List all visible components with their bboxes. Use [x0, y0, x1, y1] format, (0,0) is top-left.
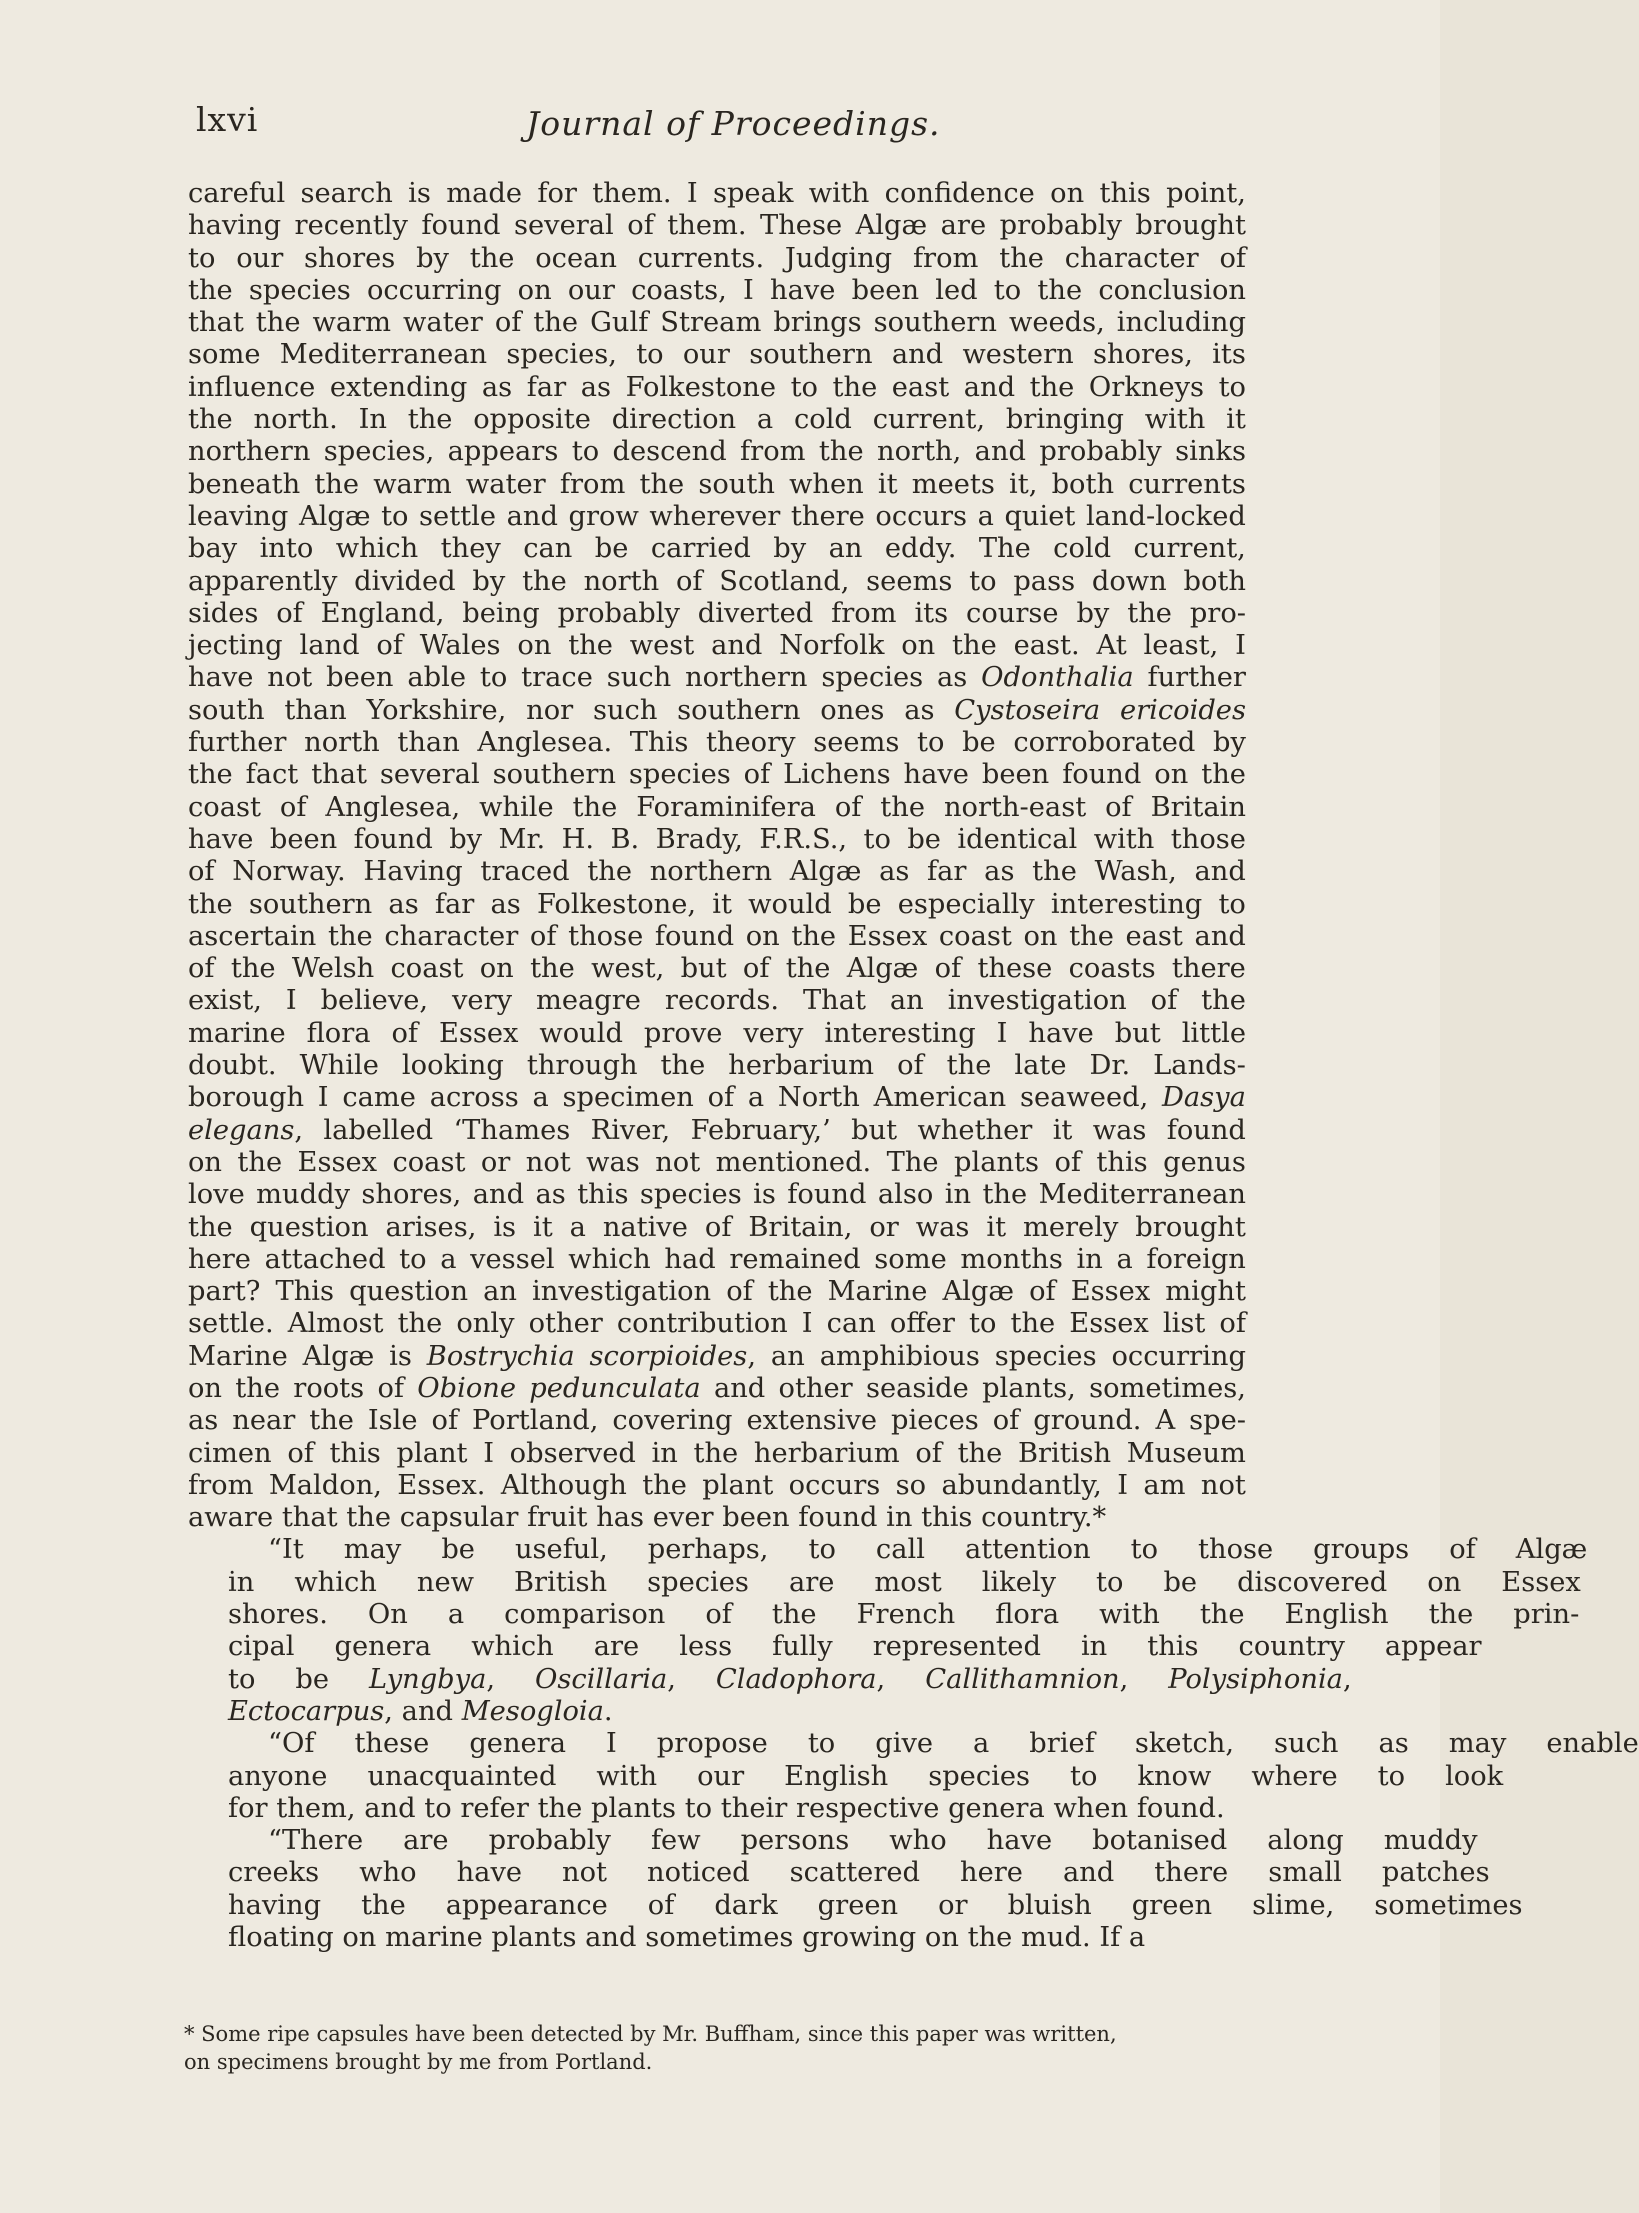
text-line: settle. Almost the only other contribution I can offer to the Essex list of	[188, 1308, 1246, 1340]
footnote-line: * Some ripe capsules have been detected by Mr. Buffham, since this paper was written,	[184, 2022, 1117, 2046]
text-line: of Norway. Having traced the northern Algæ as far as the Wash, and	[188, 856, 1246, 888]
text-line: cipal genera which are less fully represented in this country appear	[228, 1631, 1482, 1663]
text-line: shores. On a comparison of the French flora with the English the prin-	[228, 1599, 1580, 1631]
text-line: cimen of this plant I observed in the herbarium of the British Museum	[188, 1437, 1246, 1469]
text-line: careful search is made for them. I speak with confidence on this point,	[188, 178, 1246, 209]
text-line: leaving Algæ to settle and grow wherever there occurs a quiet land-locked	[188, 500, 1246, 532]
text-line: “Of these genera I propose to give a brief sketch, such as may enable	[268, 1728, 1639, 1760]
text-line: from Maldon, Essex. Although the plant occurs so abundantly, I am not	[188, 1469, 1246, 1501]
text-line: the species occurring on our coasts, I have been led to the conclusion	[188, 274, 1246, 306]
text-line: northern species, appears to descend from the north, and probably sinks	[188, 436, 1246, 468]
text-line: marine flora of Essex would prove very interesting I have but little	[188, 1017, 1246, 1049]
text-line: “There are probably few persons who have botanised along muddy	[268, 1825, 1478, 1857]
text-line: sides of England, being probably diverted from its course by the pro-	[188, 597, 1246, 629]
text-line: beneath the warm water from the south when it meets it, both currents	[188, 468, 1246, 500]
text-line: jecting land of Wales on the west and Norfolk on the east. At least, I	[188, 630, 1246, 662]
text-line: floating on marine plants and sometimes growing on the mud. If a	[228, 1922, 1146, 1954]
text-line: as near the Isle of Portland, covering extensive pieces of ground. A spe-	[188, 1405, 1246, 1437]
text-line: for them, and to refer the plants to their respective genera when found.	[228, 1792, 1225, 1824]
text-line: apparently divided by the north of Scotland, seems to pass down both	[188, 565, 1246, 597]
paragraph	[188, 178, 1246, 1534]
running-title: Journal of Proceedings.	[526, 104, 941, 143]
text-line: elegans, labelled ‘Thames River, February,’ but whether it was found	[188, 1114, 1246, 1146]
page-header	[196, 100, 1246, 160]
text-line: further north than Anglesea. This theory seems to be corroborated by	[188, 727, 1246, 759]
text-line: to be Lyngbya, Oscillaria, Cladophora, Callithamnion, Polysiphonia,	[228, 1663, 1352, 1695]
text-line: part? This question an investigation of the Marine Algæ of Essex might	[188, 1276, 1246, 1308]
text-line: influence extending as far as Folkestone to the east and the Orkneys to	[188, 371, 1246, 403]
text-line: on the roots of Obione pedunculata and other seaside plants, sometimes,	[188, 1372, 1246, 1404]
paragraph	[188, 1534, 1588, 1728]
text-line: bay into which they can be carried by an eddy. The cold current,	[188, 533, 1246, 565]
text-line: coast of Anglesea, while the Foraminifera of the north-east of Britain	[188, 791, 1246, 823]
text-line: aware that the capsular fruit has ever been found in this country.*	[188, 1502, 1107, 1534]
text-line: have been found by Mr. H. B. Brady, F.R.S., to be identical with those	[188, 823, 1246, 855]
text-line: on the Essex coast or not was not mentioned. The plants of this genus	[188, 1146, 1246, 1178]
text-line: to our shores by the ocean currents. Judging from the character of	[188, 242, 1246, 274]
text-line: the question arises, is it a native of Britain, or was it merely brought	[188, 1211, 1246, 1243]
text-line: some Mediterranean species, to our southern and western shores, its	[188, 339, 1246, 371]
text-line: borough I came across a specimen of a North American seaweed, Dasya	[188, 1082, 1246, 1114]
text-line: “It may be useful, perhaps, to call attention to those groups of Algæ	[268, 1534, 1588, 1566]
text-line: south than Yorkshire, nor such southern ones as Cystoseira ericoides	[188, 694, 1246, 726]
text-line: having the appearance of dark green or bluish green slime, sometimes	[228, 1889, 1523, 1921]
text-line: in which new British species are most likely to be discovered on Essex	[228, 1566, 1581, 1598]
text-line: of the Welsh coast on the west, but of the Algæ of these coasts there	[188, 953, 1246, 985]
body-text	[188, 178, 1639, 1954]
text-line: doubt. While looking through the herbarium of the late Dr. Lands-	[188, 1050, 1246, 1082]
text-line: the north. In the opposite direction a cold current, bringing with it	[188, 404, 1246, 436]
text-line: that the warm water of the Gulf Stream brings southern weeds, including	[188, 307, 1246, 339]
text-line: Ectocarpus, and Mesogloia.	[228, 1695, 613, 1727]
text-line: having recently found several of them. These Algæ are probably brought	[188, 210, 1246, 242]
paragraph	[188, 1825, 1523, 1954]
text-line: Marine Algæ is Bostrychia scorpioides, an amphibious species occurring	[188, 1340, 1246, 1372]
text-line: anyone unacquainted with our English species to know where to look	[228, 1760, 1504, 1792]
footnote	[184, 2020, 1246, 2076]
paragraph	[188, 1728, 1639, 1825]
text-line: exist, I believe, very meagre records. That an investigation of the	[188, 985, 1246, 1017]
text-line: the fact that several southern species of Lichens have been found on the	[188, 759, 1246, 791]
text-line: ascertain the character of those found on the Essex coast on the east and	[188, 920, 1246, 952]
text-line: have not been able to trace such northern species as Odonthalia further	[188, 662, 1246, 694]
text-line: love muddy shores, and as this species is found also in the Mediterranean	[188, 1179, 1246, 1211]
text-line: creeks who have not noticed scattered here and there small patches	[228, 1857, 1490, 1889]
page-number: lxvi	[196, 100, 259, 139]
text-line: the southern as far as Folkestone, it would be especially interesting to	[188, 888, 1246, 920]
footnote-line: on specimens brought by me from Portland.	[184, 2050, 653, 2074]
text-line: here attached to a vessel which had remained some months in a foreign	[188, 1243, 1246, 1275]
